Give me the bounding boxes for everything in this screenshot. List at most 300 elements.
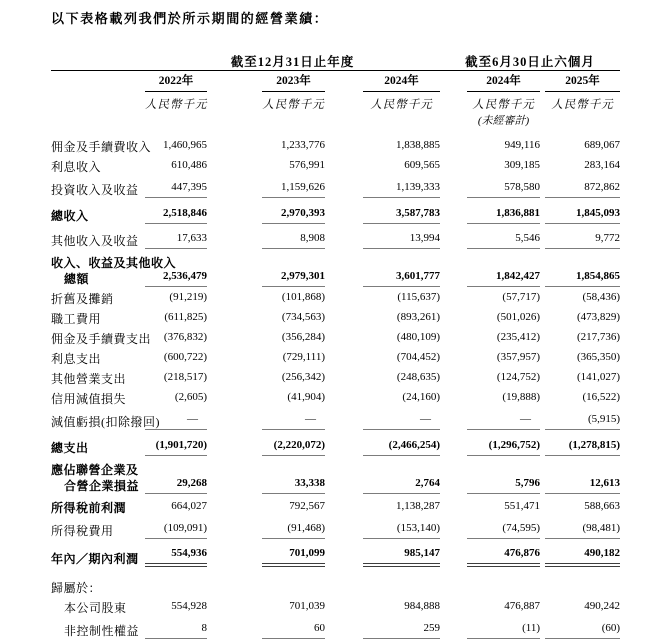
- table-row: [51, 541, 620, 567]
- row-label-line: 總支出: [51, 440, 89, 455]
- value: 17,633: [145, 232, 207, 249]
- unit-label: 人民幣千元: [262, 98, 325, 111]
- row-label: [51, 135, 152, 155]
- row-label: [51, 367, 145, 387]
- value-cell: [440, 226, 540, 249]
- value: (5,915): [545, 413, 620, 430]
- unit-label: 人民幣千元: [145, 98, 208, 111]
- value-cell: [145, 596, 207, 616]
- row-label-line: 非控制性權益: [64, 623, 140, 638]
- value: 5,796: [467, 477, 540, 494]
- row-label: [51, 576, 145, 596]
- value: (218,517): [163, 371, 207, 384]
- row-label: [51, 387, 145, 407]
- value: 283,164: [584, 159, 621, 172]
- column-group-header: 截至6月30日止六個月: [440, 50, 620, 70]
- table-row: [51, 516, 620, 539]
- financial-report-page: [0, 8, 661, 638]
- table-row: [51, 347, 620, 367]
- value: (365,350): [576, 351, 621, 364]
- value: (248,635): [396, 371, 440, 384]
- value: (91,468): [262, 522, 325, 539]
- value-cell: [325, 252, 440, 287]
- value: (611,825): [164, 311, 207, 324]
- value: 1,845,093: [545, 207, 620, 224]
- row-label-line: 利息支出: [51, 351, 102, 366]
- value-cell: [207, 201, 325, 224]
- row-gap: [51, 567, 620, 576]
- unit-label: 人民幣千元: [370, 98, 433, 111]
- value: (1,296,752): [467, 439, 540, 456]
- row-label: [51, 516, 145, 539]
- row-label: [51, 252, 177, 287]
- value-cell: [440, 327, 540, 347]
- value-cell: [207, 576, 325, 596]
- unaudited-note: (未經審計): [477, 115, 530, 128]
- value: 792,567: [289, 500, 325, 513]
- value: 1,159,626: [262, 181, 325, 198]
- year-header: 2023年: [262, 74, 325, 92]
- header-spacer-cell: [51, 92, 145, 113]
- value: (109,091): [145, 522, 207, 539]
- value: —: [145, 413, 207, 430]
- value: 476,887: [504, 600, 540, 613]
- row-label: [51, 459, 145, 494]
- table-row: [51, 387, 620, 407]
- value: 1,854,865: [545, 270, 620, 287]
- row-label-line: 本公司股東: [64, 600, 127, 615]
- value-cell: [145, 367, 207, 387]
- value-cell: [440, 407, 540, 430]
- row-label-line: 佣金及手續費收入: [51, 139, 152, 154]
- value-cell: [540, 201, 620, 224]
- row-label: [51, 155, 145, 175]
- value-cell: [145, 201, 207, 224]
- value-cell: [145, 496, 207, 516]
- value: —: [467, 413, 540, 430]
- value: (153,140): [363, 522, 440, 539]
- row-label-line: 佣金及手續費支出: [51, 331, 152, 346]
- value-cell: [145, 387, 207, 407]
- value: (57,717): [502, 291, 540, 304]
- value-cell: [145, 616, 207, 639]
- value: 609,565: [404, 159, 440, 172]
- value-cell: [325, 541, 440, 567]
- value-cell: [325, 496, 440, 516]
- row-label-line: 其他營業支出: [51, 371, 127, 386]
- table-row: [51, 155, 620, 175]
- value: 554,928: [171, 600, 207, 613]
- value-cell: [207, 367, 325, 387]
- value: 551,471: [504, 500, 540, 513]
- value-cell: [207, 433, 325, 456]
- value: (356,284): [281, 331, 325, 344]
- value: 2,518,846: [145, 207, 207, 224]
- value-cell: [325, 226, 440, 249]
- value: 576,991: [289, 159, 325, 172]
- value-cell: [540, 387, 620, 407]
- value-cell: [207, 135, 325, 155]
- value: —: [262, 413, 325, 430]
- year-header-cell: [145, 70, 207, 92]
- value: (11): [467, 622, 540, 639]
- year-header-cell: [440, 70, 540, 92]
- value-cell: [440, 496, 540, 516]
- value: (480,109): [396, 331, 440, 344]
- value-cell: [207, 327, 325, 347]
- value-cell: [145, 459, 207, 494]
- value-cell: [540, 175, 620, 198]
- value: (473,829): [576, 311, 621, 324]
- value: (376,832): [163, 331, 207, 344]
- value-cell: [325, 407, 440, 430]
- value-cell: [145, 307, 207, 327]
- unit-label: 人民幣千元: [472, 98, 535, 111]
- value-cell: [207, 226, 325, 249]
- intro-text: 以下表格載列我們於所示期間的經營業績：: [51, 11, 329, 26]
- value: 1,138,287: [396, 500, 440, 513]
- value: —: [363, 413, 440, 430]
- value: (16,522): [582, 391, 621, 404]
- row-label-line: 收入、收益及其他收入: [51, 255, 177, 270]
- value-cell: [145, 226, 207, 249]
- value: 984,888: [404, 600, 440, 613]
- value-cell: [325, 576, 440, 596]
- note-cell: [540, 113, 620, 130]
- row-label: [51, 407, 160, 430]
- value: 1,838,885: [396, 139, 440, 152]
- value: 1,836,881: [467, 207, 540, 224]
- note-cell: [325, 113, 440, 130]
- value: 2,970,393: [262, 207, 325, 224]
- row-label: [51, 226, 145, 249]
- value: (501,026): [496, 311, 540, 324]
- row-label: [51, 541, 145, 567]
- table-row: [51, 252, 620, 287]
- value: 689,067: [584, 139, 621, 152]
- value: (101,868): [281, 291, 325, 304]
- value: 3,601,777: [363, 270, 440, 287]
- value: (729,111): [282, 351, 325, 364]
- row-label: [51, 175, 145, 198]
- table-header: [51, 50, 620, 135]
- year-header-cell: [207, 70, 325, 92]
- value: (256,342): [281, 371, 325, 384]
- value: 2,764: [363, 477, 440, 494]
- spacer-cell: [51, 567, 620, 576]
- value: 309,185: [504, 159, 540, 172]
- value: 447,395: [145, 181, 207, 198]
- value-cell: [145, 135, 207, 155]
- value: (1,278,815): [545, 439, 620, 456]
- row-label: [51, 327, 152, 347]
- value-cell: [325, 327, 440, 347]
- note-row: [51, 113, 620, 130]
- row-label-line: 其他收入及收益: [51, 233, 139, 248]
- value-cell: [440, 347, 540, 367]
- row-label: [51, 433, 145, 456]
- value: (74,595): [467, 522, 540, 539]
- header-spacer-cell: [51, 113, 145, 130]
- value: 476,876: [467, 547, 540, 567]
- header-spacer-cell: [51, 70, 145, 92]
- value-cell: [207, 496, 325, 516]
- value: (704,452): [396, 351, 440, 364]
- value-cell: [207, 307, 325, 327]
- value-cell: [325, 287, 440, 307]
- value-cell: [540, 135, 620, 155]
- row-label-line: 所得稅前利潤: [51, 500, 127, 515]
- value-cell: [440, 175, 540, 198]
- table-row: [51, 596, 620, 616]
- value-cell: [325, 201, 440, 224]
- header-spacer-cell: [51, 50, 145, 70]
- row-label-line: 合營企業損益: [64, 478, 140, 493]
- value-cell: [207, 252, 325, 287]
- value: (2,220,072): [262, 439, 325, 456]
- value-cell: [325, 347, 440, 367]
- unit-cell: [207, 92, 325, 113]
- value-cell: [540, 347, 620, 367]
- value: 1,842,427: [467, 270, 540, 287]
- unit-cell: [145, 92, 207, 113]
- table-row: [51, 175, 620, 198]
- value: 8,908: [262, 232, 325, 249]
- value-cell: [325, 433, 440, 456]
- value-cell: [440, 367, 540, 387]
- operating-results-table: [51, 50, 620, 639]
- value: (41,904): [287, 391, 325, 404]
- table-row: [51, 459, 620, 494]
- table-row: [51, 616, 620, 639]
- value: 1,460,965: [163, 139, 207, 152]
- unit-cell: [325, 92, 440, 113]
- value: 1,233,776: [281, 139, 325, 152]
- value-cell: [207, 175, 325, 198]
- table-row: [51, 433, 620, 456]
- value: 1,139,333: [363, 181, 440, 198]
- value-cell: [145, 516, 207, 539]
- value-cell: [540, 576, 620, 596]
- value: 664,027: [171, 500, 207, 513]
- value-cell: [325, 367, 440, 387]
- value-cell: [207, 459, 325, 494]
- value: (115,637): [397, 291, 440, 304]
- row-label-line: 年內／期內利潤: [51, 551, 139, 566]
- value: (2,605): [174, 391, 207, 404]
- row-label: [51, 596, 145, 616]
- column-group-header: 截至12月31日止年度: [145, 50, 440, 70]
- value: (600,722): [163, 351, 207, 364]
- table-row: [51, 496, 620, 516]
- value: 949,116: [504, 139, 540, 152]
- value: 490,182: [545, 547, 620, 567]
- value-cell: [207, 387, 325, 407]
- value-cell: [207, 287, 325, 307]
- value-cell: [325, 459, 440, 494]
- value-cell: [325, 155, 440, 175]
- value: 60: [262, 622, 325, 639]
- value-cell: [440, 201, 540, 224]
- row-label-line: 減值虧損(扣除撥回): [51, 414, 160, 429]
- value-cell: [325, 307, 440, 327]
- value: 985,147: [363, 547, 440, 567]
- value-cell: [540, 155, 620, 175]
- row-label: [51, 307, 145, 327]
- value: 554,936: [145, 547, 207, 567]
- unit-cell: [440, 92, 540, 113]
- value-cell: [325, 387, 440, 407]
- value-cell: [325, 175, 440, 198]
- value-cell: [440, 596, 540, 616]
- value-cell: [207, 347, 325, 367]
- value-cell: [440, 307, 540, 327]
- value: (91,219): [169, 291, 207, 304]
- value-cell: [145, 576, 207, 596]
- value: (98,481): [545, 522, 620, 539]
- row-label-line: 職工費用: [51, 311, 102, 326]
- value: 3,587,783: [363, 207, 440, 224]
- value: 5,546: [467, 232, 540, 249]
- row-label-line: 應佔聯營企業及: [51, 462, 139, 477]
- value-cell: [325, 616, 440, 639]
- value-cell: [440, 541, 540, 567]
- row-label-line: 總額: [64, 271, 90, 286]
- value-cell: [440, 576, 540, 596]
- value: 588,663: [584, 500, 621, 513]
- value: 610,486: [171, 159, 207, 172]
- table-row: [51, 287, 620, 307]
- value: 13,994: [363, 232, 440, 249]
- value-cell: [540, 287, 620, 307]
- year-header: 2025年: [545, 74, 620, 92]
- table-row: [51, 576, 620, 596]
- value-cell: [540, 496, 620, 516]
- value: (734,563): [281, 311, 325, 324]
- year-header-cell: [540, 70, 620, 92]
- value: (19,888): [502, 391, 540, 404]
- value: 2,536,479: [145, 270, 207, 287]
- year-header-cell: [325, 70, 440, 92]
- value: 490,242: [584, 600, 621, 613]
- value-cell: [325, 135, 440, 155]
- row-label-line: 所得稅費用: [51, 523, 114, 538]
- value-cell: [145, 433, 207, 456]
- value-cell: [540, 307, 620, 327]
- value-cell: [540, 252, 620, 287]
- value-cell: [540, 367, 620, 387]
- table-row: [51, 135, 620, 155]
- value-cell: [145, 541, 207, 567]
- value-cell: [325, 516, 440, 539]
- value-cell: [145, 155, 207, 175]
- value-cell: [540, 226, 620, 249]
- value-cell: [145, 327, 207, 347]
- value-cell: [540, 327, 620, 347]
- note-cell: [207, 113, 325, 130]
- value-cell: [540, 433, 620, 456]
- table-row: [51, 327, 620, 347]
- value: (124,752): [496, 371, 540, 384]
- value: 29,268: [145, 477, 207, 494]
- table-row: [51, 407, 620, 430]
- value: (141,027): [576, 371, 621, 384]
- value-cell: [440, 155, 540, 175]
- note-cell: [440, 113, 540, 130]
- row-label-line: 折舊及攤銷: [51, 291, 114, 306]
- value-cell: [440, 616, 540, 639]
- value-cell: [440, 387, 540, 407]
- unit-label: 人民幣千元: [551, 98, 614, 111]
- value: (357,957): [496, 351, 540, 364]
- year-header: 2022年: [145, 74, 207, 92]
- value-cell: [207, 596, 325, 616]
- note-cell: [145, 113, 207, 130]
- value: (2,466,254): [363, 439, 440, 456]
- value-cell: [540, 596, 620, 616]
- value-cell: [145, 287, 207, 307]
- value: 8: [145, 622, 207, 639]
- row-label: [51, 347, 145, 367]
- table-row: [51, 226, 620, 249]
- row-label-line: 歸屬於：: [51, 580, 102, 595]
- row-label-line: 總收入: [51, 208, 89, 223]
- value: 9,772: [545, 232, 620, 249]
- value-cell: [440, 252, 540, 287]
- value: 701,099: [262, 547, 325, 567]
- row-label: [51, 201, 145, 224]
- value: (235,412): [496, 331, 540, 344]
- row-label-line: 利息收入: [51, 159, 102, 174]
- table-row: [51, 307, 620, 327]
- year-header-row: [51, 70, 620, 92]
- value-cell: [207, 516, 325, 539]
- value-cell: [440, 287, 540, 307]
- row-label: [51, 616, 145, 639]
- value: (893,261): [396, 311, 440, 324]
- row-label-line: 投資收入及收益: [51, 182, 139, 197]
- unit-cell: [540, 92, 620, 113]
- value: (1,901,720): [145, 439, 207, 456]
- value-cell: [540, 541, 620, 567]
- value-cell: [440, 433, 540, 456]
- value: 12,613: [545, 477, 620, 494]
- value-cell: [207, 407, 325, 430]
- value-cell: [540, 459, 620, 494]
- value: 578,580: [467, 181, 540, 198]
- value: 2,979,301: [262, 270, 325, 287]
- year-header: 2024年: [467, 74, 540, 92]
- value: (60): [545, 622, 620, 639]
- value-cell: [325, 596, 440, 616]
- value: (24,160): [402, 391, 440, 404]
- row-label: [51, 287, 145, 307]
- value-cell: [440, 135, 540, 155]
- table-row: [51, 367, 620, 387]
- value: 701,039: [289, 600, 325, 613]
- year-header: 2024年: [363, 74, 440, 92]
- value-cell: [207, 155, 325, 175]
- value-cell: [540, 616, 620, 639]
- value: 872,862: [545, 181, 620, 198]
- value-cell: [540, 407, 620, 430]
- value: 259: [363, 622, 440, 639]
- value: (58,436): [582, 291, 621, 304]
- row-label-line: 信用減值損失: [51, 391, 127, 406]
- value-cell: [540, 516, 620, 539]
- value-cell: [440, 459, 540, 494]
- value-cell: [207, 616, 325, 639]
